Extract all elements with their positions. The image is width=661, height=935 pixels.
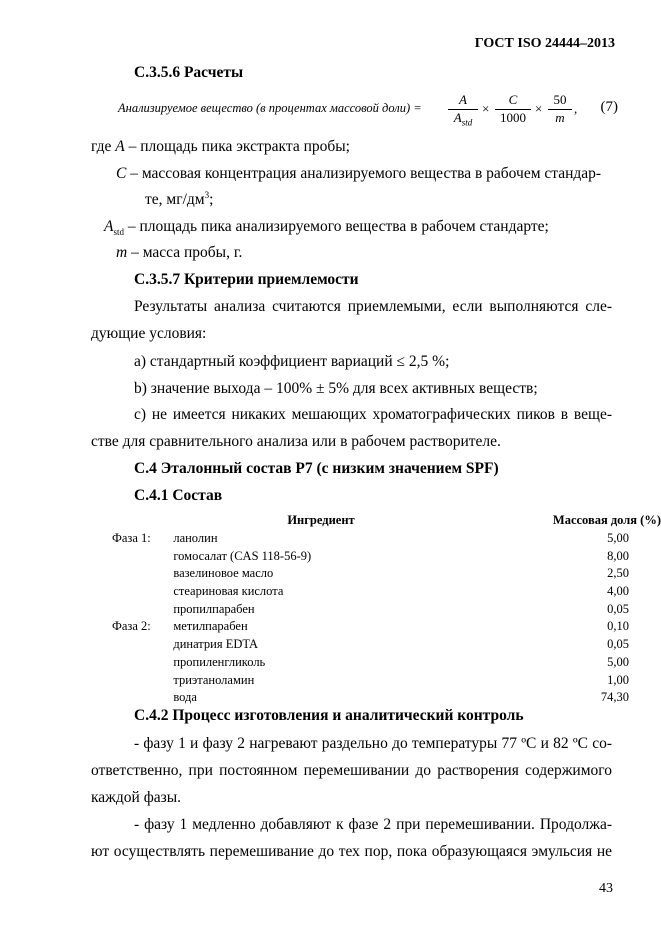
formula-number: (7) (600, 99, 618, 115)
formula-fraction-c: C 1000 (495, 92, 531, 127)
paragraph-criteria-line2: дующие условия: (91, 325, 207, 342)
section-heading-c357: C.3.5.7 Критерии приемлемости (134, 271, 359, 288)
definition-a: где A – площадь пика экстракта пробы; (91, 138, 350, 155)
definition-c-line2: те, $мг/дм^3$; (145, 190, 214, 209)
column-header-mass-fraction: Массовая доля (%) (552, 513, 661, 528)
paragraph-criteria-line1: Результаты анализа считаются приемлемыми, если выполняются сле- (134, 298, 612, 315)
table-row: Фаза 2: метилпарабен 0,10 (112, 619, 629, 634)
table-row: триэтаноламин 1,00 (173, 672, 629, 687)
section-heading-c42: C.4.2 Процесс изготовления и аналитический контроль (134, 707, 524, 724)
column-header-ingredient: Ингредиент (287, 513, 355, 528)
procedure-paragraph2-line1: - фазу 1 медленно добавляют к фазе 2 при перемешивании. Продолжа- (134, 816, 612, 833)
formula-fraction-a: A $A_{std}$ (448, 92, 478, 127)
table-row: динатрия EDTA 0,05 (173, 637, 629, 652)
table-row: вазелиновое масло 2,50 (173, 566, 629, 581)
criteria-item-a: а) стандартный коэффициент вариаций ≤ 2,5 %; (134, 353, 450, 370)
formula-fraction-m: 50 m (548, 92, 572, 127)
definition-c-line1: C – массовая концентрация анализируемого вещества в рабочем стандар- (116, 165, 602, 182)
definition-astd: $A_{std}$ – площадь пика анализируемого вещества в рабочем стандарте; (104, 218, 549, 238)
procedure-paragraph1-line3: каждой фазы. (91, 789, 182, 806)
formula-7: Анализируемое вещество (в процентах массовой доли) = A $A_{std}$ × C 1000 × 50 m , (7) (118, 92, 618, 128)
table-row: пропилпарабен 0,05 (173, 601, 629, 616)
table-header-row (112, 512, 661, 530)
criteria-item-c-line2: стве для сравнительного анализа или в рабочем растворителе. (91, 433, 501, 450)
page-number: 43 (599, 881, 613, 896)
criteria-item-b: b) значение выхода – 100% ± 5% для всех активных веществ; (134, 380, 538, 397)
document-header: ГОСТ ISO 24444–2013 (474, 36, 615, 51)
formula-lhs: Анализируемое вещество (в процентах массовой доли) = (118, 101, 422, 115)
table-row: Фаза 1: ланолин 5,00 (112, 531, 629, 546)
composition-table (112, 512, 661, 707)
procedure-paragraph2-line2: ют осуществлять перемешивание до тех пор, пока образующаяся эмульсия не (91, 843, 612, 860)
procedure-paragraph1-line1: - фазу 1 и фазу 2 нагревают раздельно до температуры 77 ºС и 82 ºС со- (134, 735, 612, 752)
criteria-item-c-line1: с) не имеется никаких мешающих хроматографических пиков в веще- (134, 406, 612, 423)
section-heading-c41: C.4.1 Состав (134, 487, 223, 504)
section-heading-c4: C.4 Эталонный состав P7 (с низким значением SPF) (134, 460, 499, 477)
definition-m: m – масса пробы, г. (116, 244, 243, 261)
procedure-paragraph1-line2: ответственно, при постоянном перемешивании до растворения содержимого (91, 762, 612, 779)
table-row: стеариновая кислота 4,00 (173, 584, 629, 599)
table-row: вода 74,30 (173, 690, 629, 705)
table-row: гомосалат (CAS 118-56-9) 8,00 (173, 548, 629, 563)
table-row: пропиленгликоль 5,00 (173, 654, 629, 669)
section-heading-c356: C.3.5.6 Расчеты (134, 64, 244, 81)
